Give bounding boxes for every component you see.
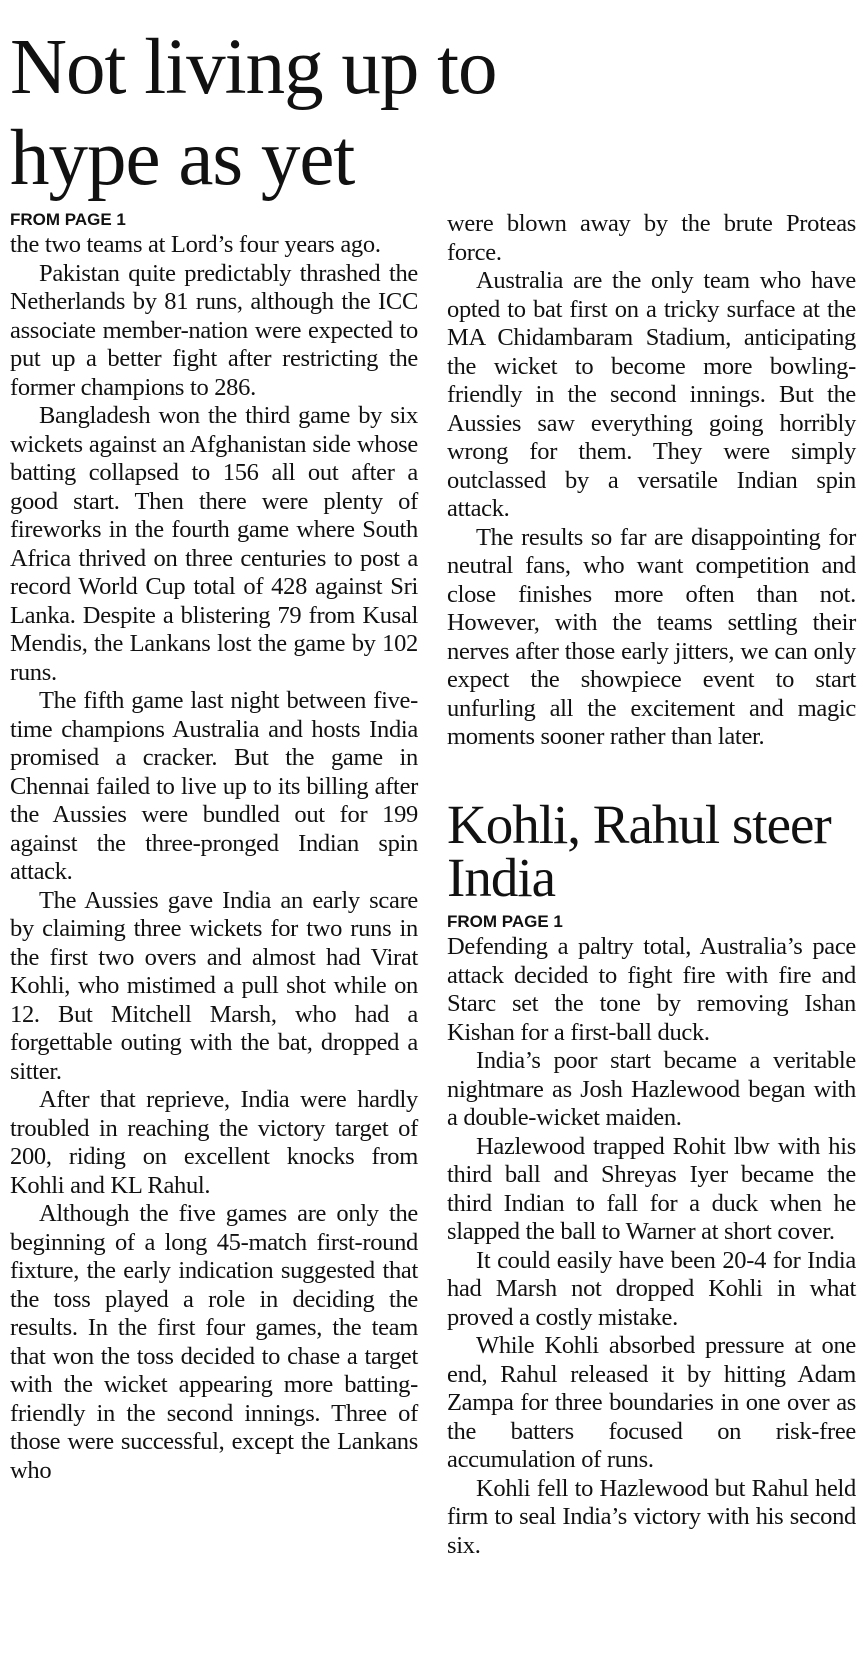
body-paragraph: After that reprieve, India were hardly troubled in reaching the victory target of 200, riding on excellent knocks from Kohli and KL Rahul. — [10, 1086, 418, 1199]
second-article-column — [447, 912, 856, 1560]
body-paragraph: Bangladesh won the third game by six wickets against an Afghanistan side whose batting collapsed to 156 all out after a good start. Then there were plenty of fireworks in the fourth game where South Africa thrived on three centuries to post a record World Cup total of 428 against Sri Lanka. Despite a blistering 79 from Kusal Mendis, the Lankans lost the game by 102 runs. — [10, 402, 418, 686]
body-paragraph: The results so far are disappointing for neutral fans, who want competition and close finishes more often than not. However, with the teams settling their nerves after those early jitters, we can only expect the showpiece event to start unfurling all the excitement and magic moments sooner rather than later. — [447, 523, 856, 750]
main-article-left-column — [10, 210, 418, 1485]
body-paragraph: Although the five games are only the beginning of a long 45-match first-round fixture, the early indication suggested that the toss played a role in deciding the results. In the first four games, the team that won the toss decided to chase a target with the wicket appearing more batting-friendly in the second innings. Three of those were successful, except the Lankans who — [10, 1200, 418, 1484]
body-paragraph: Kohli fell to Hazlewood but Rahul held firm to seal India’s victory with his second six. — [447, 1474, 856, 1559]
body-paragraph: Hazlewood trapped Rohit lbw with his third ball and Shreyas Iyer became the third Indian to fall for a duck when he slapped the ball to Warner at short cover. — [447, 1132, 856, 1245]
body-paragraph: The Aussies gave India an early scare by claiming three wickets for two runs in the first two overs and almost had Virat Kohli, who mistimed a pull shot while on 12. But Mitchell Marsh, who had a forgettable outing with the bat, dropped a sitter. — [10, 886, 418, 1085]
body-paragraph: were blown away by the brute Proteas force. — [447, 210, 856, 266]
body-paragraph: Australia are the only team who have opted to bat first on a tricky surface at the MA Chidambaram Stadium, anticipating the wicket to become more bowling-friendly in the second innings. But the Aussies saw everything going horribly wrong for them. They were simply outclassed by a versatile Indian spin attack. — [447, 267, 856, 522]
body-paragraph: India’s poor start became a veritable nightmare as Josh Hazlewood began with a double-wicket maiden. — [447, 1047, 856, 1131]
body-paragraph: It could easily have been 20-4 for India had Marsh not dropped Kohli in what proved a costly mistake. — [447, 1246, 856, 1331]
body-paragraph: Pakistan quite predictably thrashed the Netherlands by 81 runs, although the ICC associate member-nation were expected to put up a better fight after restricting the former champions to 286. — [10, 259, 418, 401]
main-headline: Not living up to hype as yet — [10, 24, 497, 202]
second-headline: Kohli, Rahul steer India — [447, 794, 831, 908]
main-article-kicker: FROM PAGE 1 — [10, 210, 126, 229]
body-paragraph: While Kohli absorbed pressure at one end, Rahul released it by hitting Adam Zampa for three boundaries in one over as the batters focused on risk-free accumulation of runs. — [447, 1332, 856, 1473]
body-paragraph: the two teams at Lord’s four years ago. — [10, 231, 381, 258]
second-article-kicker: FROM PAGE 1 — [447, 912, 563, 931]
main-article-right-column — [447, 210, 856, 752]
body-paragraph: The fifth game last night between five-time champions Australia and hosts India promised a cracker. But the game in Chennai failed to live up to its billing after the Aussies were bundled out for 199 against the three-pronged Indian spin attack. — [10, 687, 418, 885]
body-paragraph: Defending a paltry total, Australia’s pace attack decided to fight fire with fire and Starc set the tone by removing Ishan Kishan for a first-ball duck. — [447, 933, 856, 1046]
